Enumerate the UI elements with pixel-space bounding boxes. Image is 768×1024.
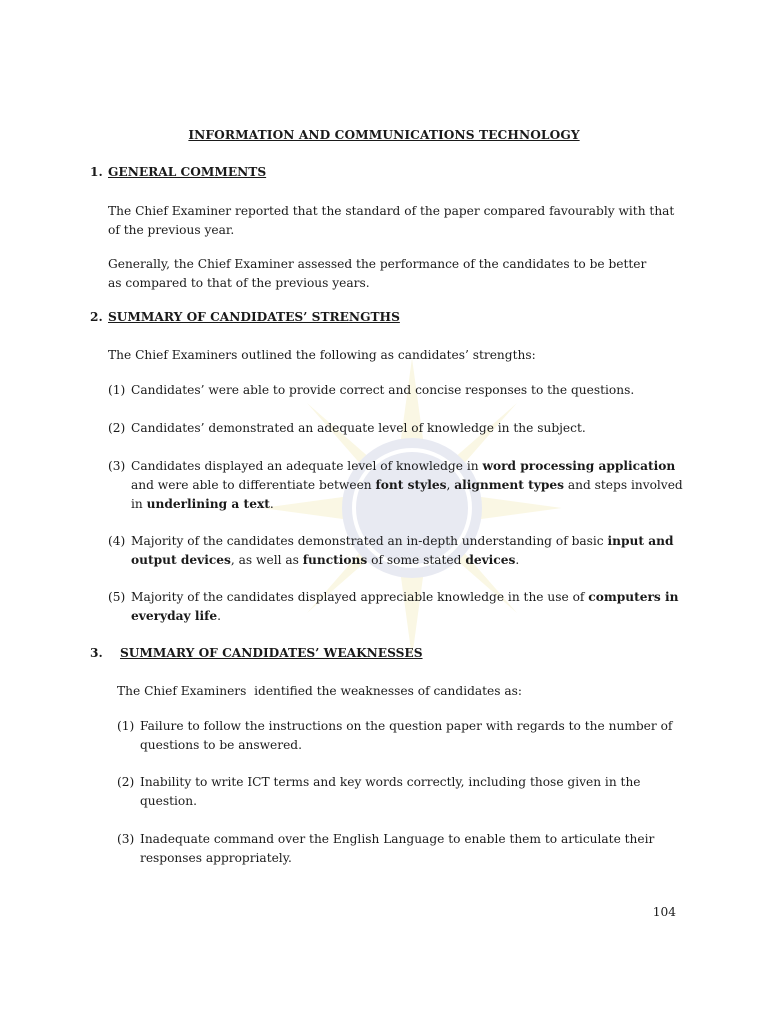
list-marker: (1) xyxy=(108,383,126,397)
text-run: , as well as xyxy=(230,553,303,567)
page-number: 104 xyxy=(652,905,676,919)
section-1-title: GENERAL COMMENTS xyxy=(108,165,267,179)
text-run: Inadequate command over the English Language to enable them to articulate their responses appropriately. xyxy=(140,832,655,865)
list-marker: (2) xyxy=(117,775,135,789)
text-run: Candidates displayed an adequate level of knowledge in xyxy=(131,459,483,473)
list-marker: (2) xyxy=(108,421,126,435)
item-text xyxy=(140,830,683,868)
section-1-number: 1. xyxy=(90,165,103,179)
list-marker: (3) xyxy=(108,459,126,473)
section-2-number: 2. xyxy=(90,310,103,324)
section-1-heading xyxy=(90,165,266,179)
text-run: . xyxy=(269,497,274,511)
text-run: . xyxy=(217,609,221,623)
text-run: of some stated xyxy=(367,553,466,567)
item-text xyxy=(140,717,683,755)
list-marker: (3) xyxy=(117,832,135,846)
text-run: Candidates’ were able to provide correct and concise responses to the questions. xyxy=(131,383,635,397)
text-run: Candidates’ demonstrated an adequate level of knowledge in the subject. xyxy=(131,421,586,435)
bold-phrase: font styles xyxy=(375,478,447,492)
section-3-intro: The Chief Examiners identified the weaknesses of candidates as: xyxy=(117,684,523,698)
section-2-heading xyxy=(90,310,400,324)
bold-phrase: underlining a text xyxy=(146,497,270,511)
strength-item-1 xyxy=(108,381,683,400)
section-1-paragraph-1: The Chief Examiner reported that the standard of the paper compared favourably with that of the previous year. xyxy=(108,204,675,237)
section-1-paragraph-2: Generally, the Chief Examiner assessed the performance of the candidates to be better as compared to that of the previous years. xyxy=(108,257,647,290)
list-marker: (1) xyxy=(117,719,135,733)
strength-item-2 xyxy=(108,419,683,438)
strength-item-3 xyxy=(108,457,683,514)
text-run: and steps involved in xyxy=(131,478,683,511)
section-3-heading xyxy=(90,646,423,660)
section-2-title: SUMMARY OF CANDIDATES’ STRENGTHS xyxy=(108,310,400,324)
item-text xyxy=(131,381,683,400)
text-run: Failure to follow the instructions on the question paper with regards to the number of questions to be answered. xyxy=(140,719,673,752)
item-text xyxy=(131,457,683,514)
bold-phrase: input and output devices xyxy=(131,534,674,567)
item-text xyxy=(131,419,683,438)
weakness-item-2 xyxy=(117,773,683,811)
section-2-intro: The Chief Examiners outlined the following as candidates’ strengths: xyxy=(108,348,536,362)
item-text xyxy=(131,588,683,626)
bold-phrase: alignment types xyxy=(454,478,564,492)
text-run: Majority of the candidates demonstrated an in-depth understanding of basic xyxy=(131,534,608,548)
section-3-title: SUMMARY OF CANDIDATES’ WEAKNESSES xyxy=(120,646,423,660)
text-run: , xyxy=(446,478,455,492)
text-run: Majority of the candidates displayed appreciable knowledge in the use of xyxy=(131,590,589,604)
bold-phrase: functions xyxy=(302,553,368,567)
item-text xyxy=(131,532,683,570)
item-text xyxy=(140,773,683,811)
section-3-number: 3. xyxy=(90,646,103,660)
weakness-item-1 xyxy=(117,717,683,755)
weakness-item-3 xyxy=(117,830,683,868)
bold-phrase: word processing application xyxy=(482,459,676,473)
page-title: INFORMATION AND COMMUNICATIONS TECHNOLOGY xyxy=(188,128,580,142)
bold-phrase: computers in everyday life xyxy=(131,590,679,623)
list-marker: (5) xyxy=(108,590,126,604)
strength-item-5 xyxy=(108,588,683,626)
list-marker: (4) xyxy=(108,534,126,548)
strength-item-4 xyxy=(108,532,683,570)
text-run: and were able to differentiate between xyxy=(131,478,376,492)
text-run: Inability to write ICT terms and key words correctly, including those given in the question. xyxy=(140,775,641,808)
bold-phrase: devices xyxy=(465,553,516,567)
text-run: . xyxy=(515,553,520,567)
